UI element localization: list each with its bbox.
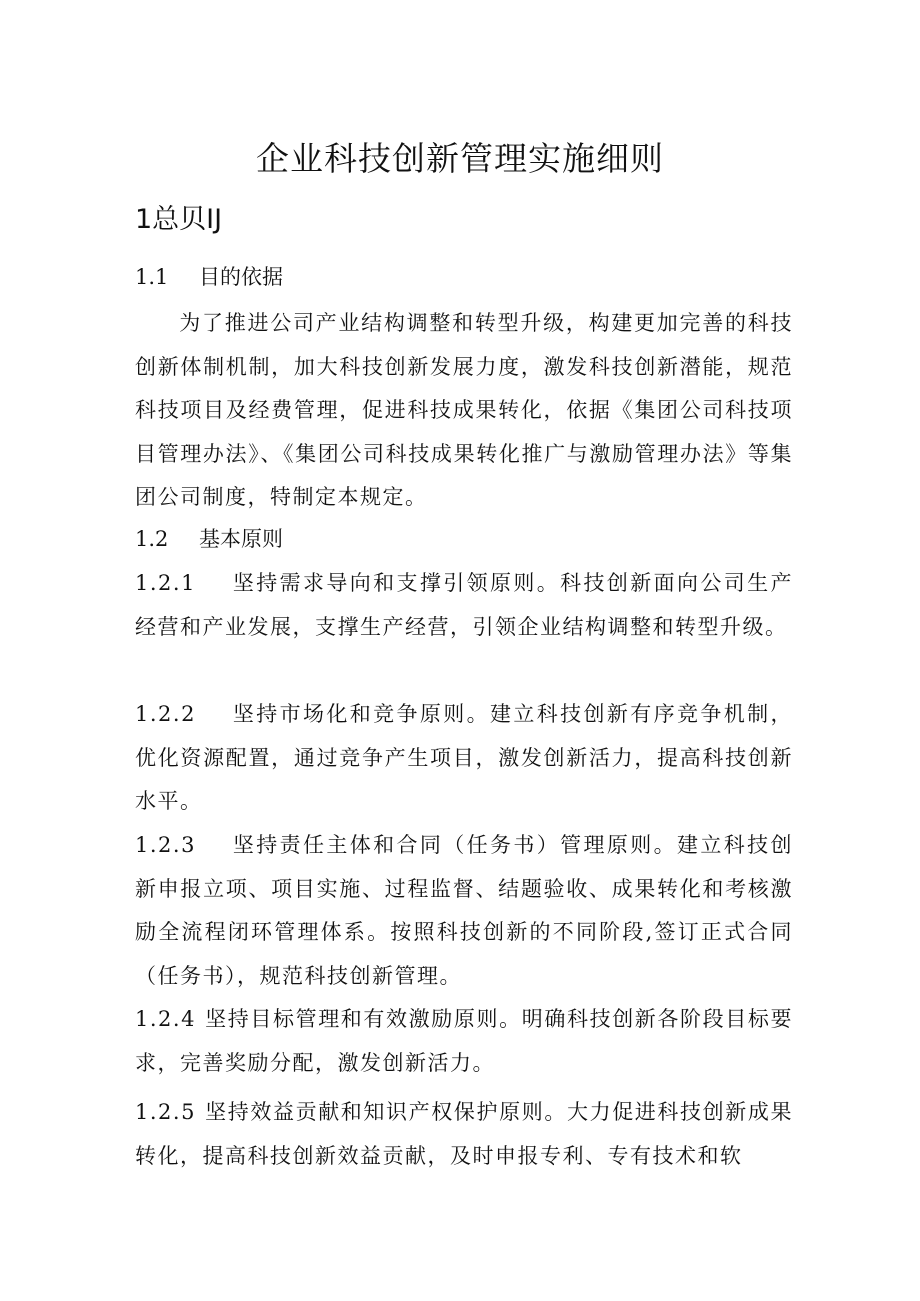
item-number: 1.2.3 [135,833,196,857]
section-title: 基本原则 [199,527,283,551]
section-heading-1-1 [135,261,283,291]
item-number: 1.2.2 [135,702,196,726]
section-number: 1.1 [135,265,169,289]
item-number: 1.2.4 [135,1007,196,1031]
item-text: 坚持责任主体和合同（任务书）管理原则。建立科技创新申报立项、项目实施、过程监督、结题验收、成果转化和考核激励全流程闭环管理体系。按照科技创新的不同阶段,签订正式合同（任务书），规范科技创新管理。 [135,833,793,988]
item-text: 坚持效益贡献和知识产权保护原则。大力促进科技创新成果转化，提高科技创新效益贡献，及时申报专利、专有技术和软 [135,1100,793,1168]
paragraph-text: 为了推进公司产业结构调整和转型升级，构建更加完善的科技创新体制机制，加大科技创新发展力度，激发科技创新潜能，规范科技项目及经费管理，促进科技成果转化，依据《集团公司科技项目管理办法》、《集团公司科技成果转化推广与激励管理办法》等集团公司制度，特制定本规定。 [135,311,793,509]
section-number: 1.2 [135,527,169,551]
item-text: 坚持需求导向和支撑引领原则。科技创新面向公司生产经营和产业发展，支撑生产经营，引领企业结构调整和转型升级。 [135,571,793,639]
principle-item-3 [135,824,793,998]
item-text: 坚持目标管理和有效激励原则。明确科技创新各阶段目标要求，完善奖励分配，激发创新活力。 [135,1007,793,1075]
principle-item-2 [135,693,793,824]
section-title: 目的依据 [199,265,283,289]
item-number: 1.2.1 [135,571,196,595]
document-title: 企业科技创新管理实施细则 [256,139,664,178]
section-heading-1-2 [135,523,283,553]
item-number: 1.2.5 [135,1100,196,1124]
principle-item-1 [135,562,793,649]
principle-item-5 [135,1091,793,1178]
item-text: 坚持市场化和竞争原则。建立科技创新有序竞争机制，优化资源配置，通过竞争产生项目，激发创新活力，提高科技创新水平。 [135,702,793,813]
principle-item-4 [135,998,793,1085]
paragraph-purpose [135,302,793,520]
chapter-heading: 1总贝IJ [135,204,223,235]
